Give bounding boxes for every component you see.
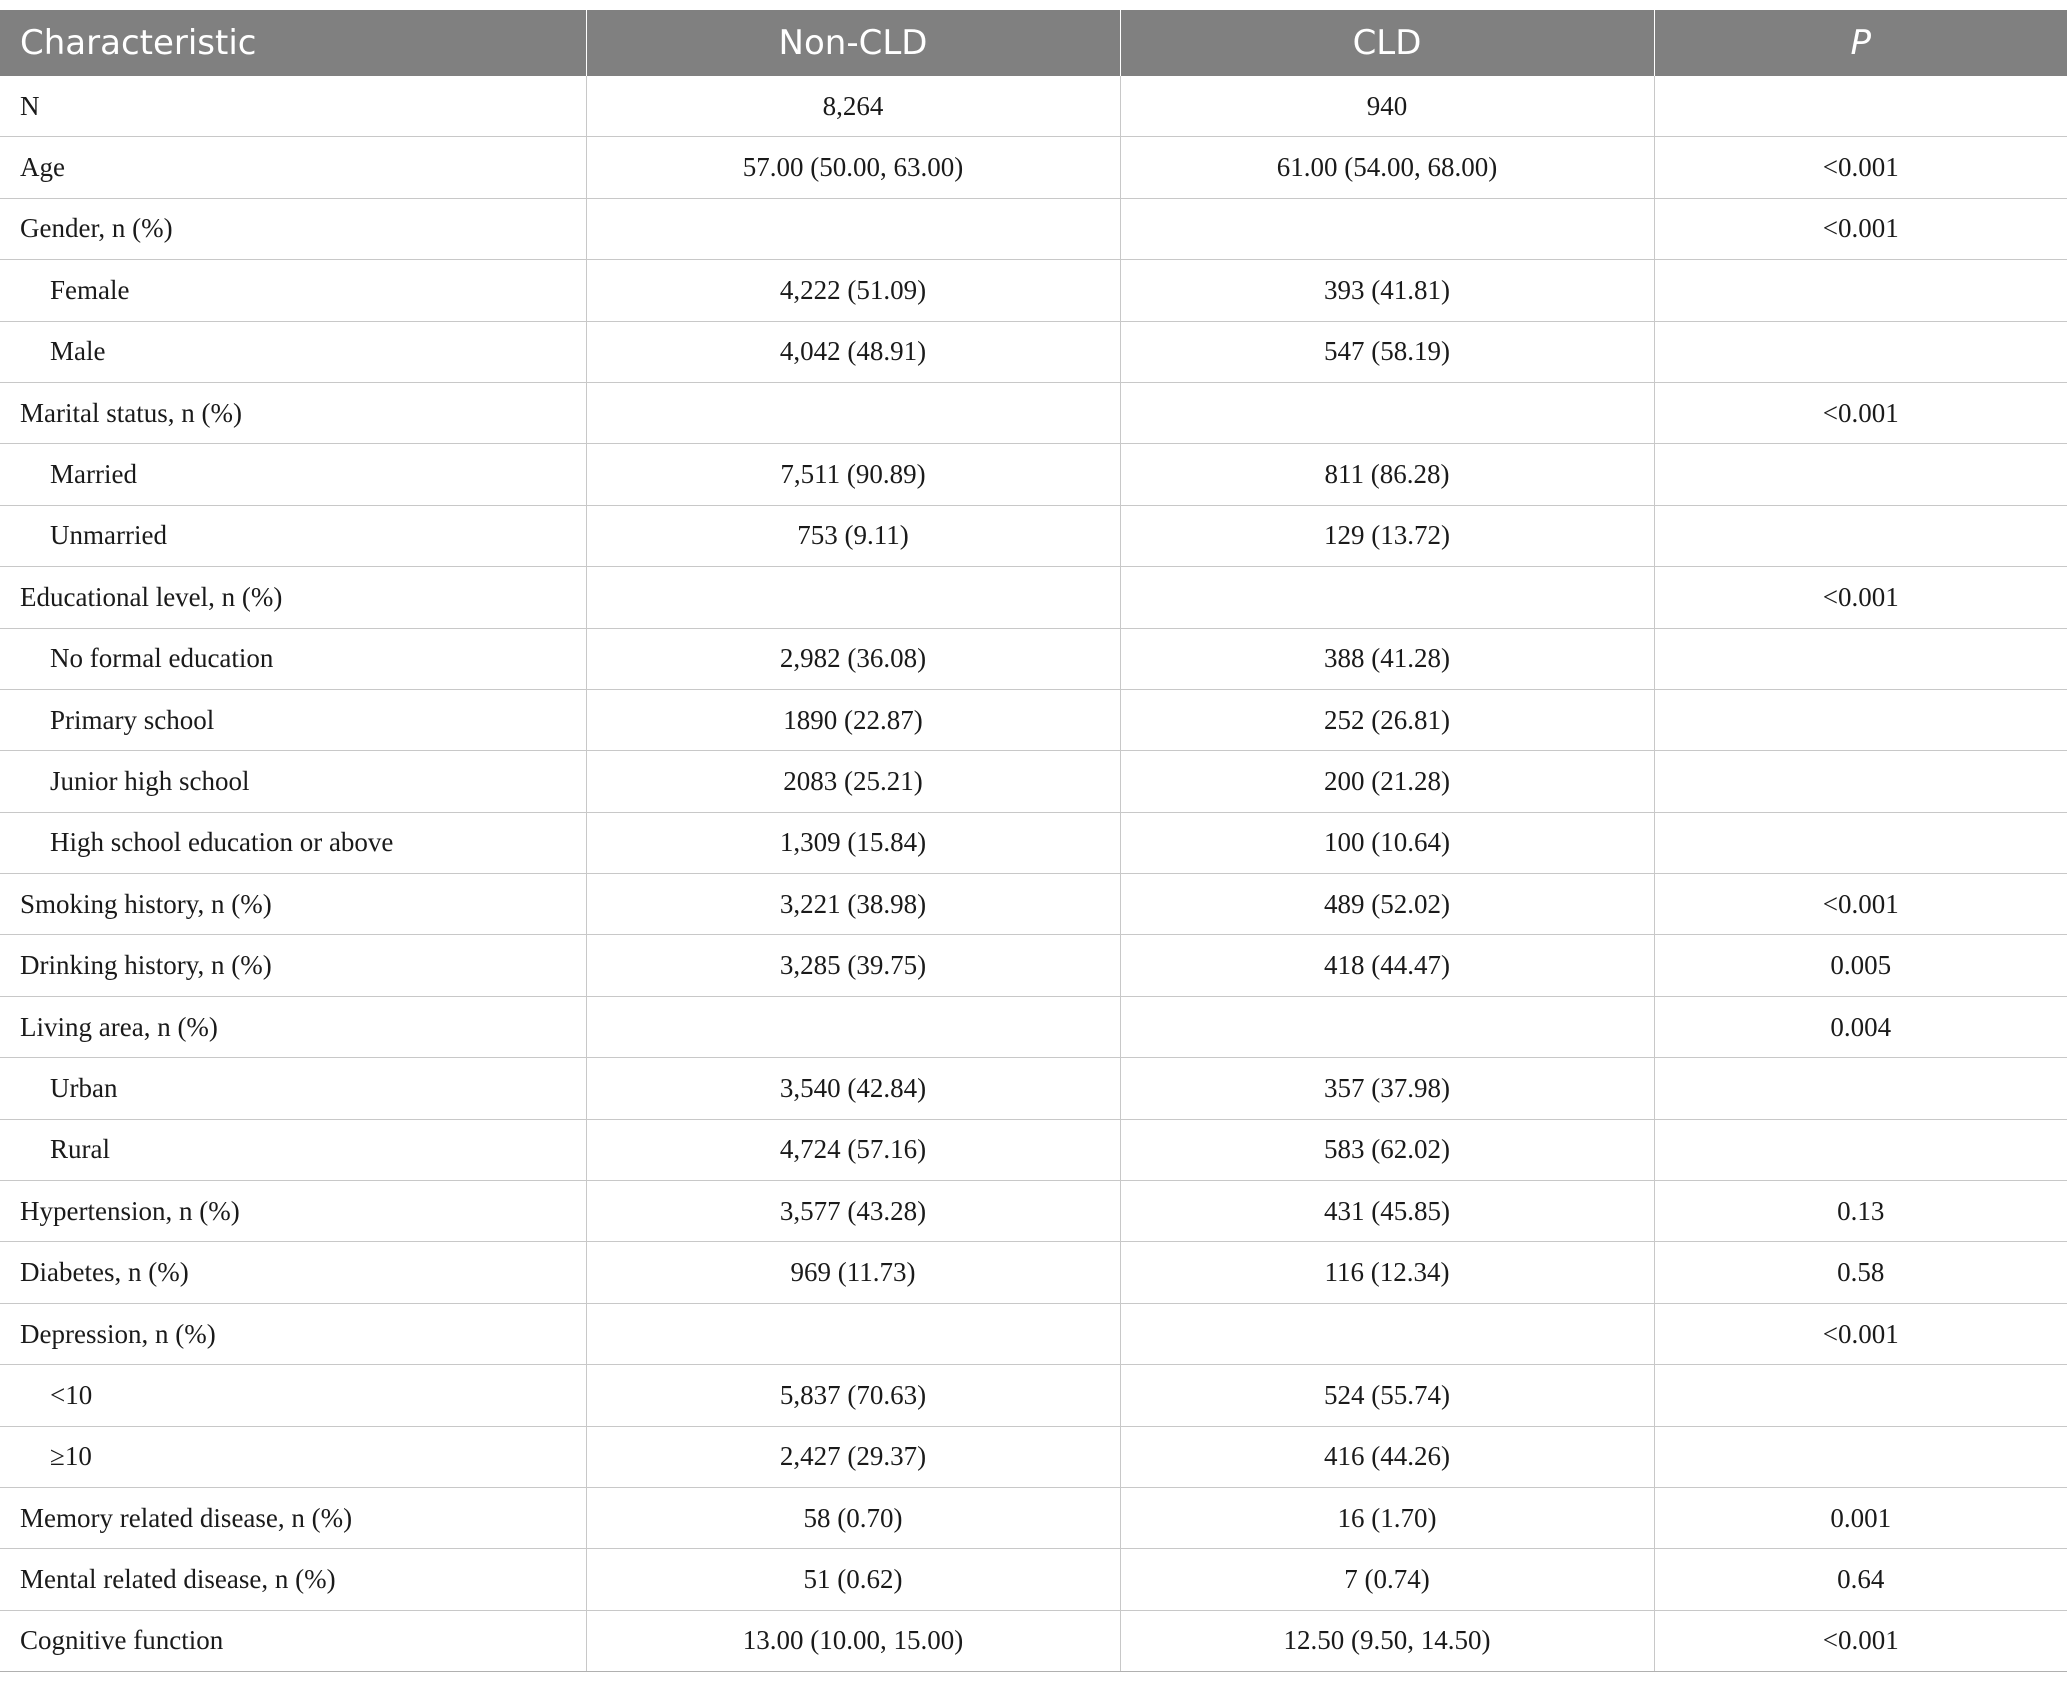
table-row	[0, 1610, 2067, 1671]
row-label: No formal education	[0, 628, 586, 689]
table-row	[0, 1365, 2067, 1426]
p-value	[1654, 505, 2067, 566]
p-value: <0.001	[1654, 137, 2067, 198]
row-label: Female	[0, 260, 586, 321]
row-label: Marital status, n (%)	[0, 382, 586, 443]
non-cld-value: 8,264	[586, 76, 1120, 137]
table-row	[0, 505, 2067, 566]
cld-value: 393 (41.81)	[1120, 260, 1654, 321]
row-label: Married	[0, 444, 586, 505]
table-row	[0, 1242, 2067, 1303]
row-label: Living area, n (%)	[0, 996, 586, 1057]
table-body	[0, 76, 2067, 1672]
p-value	[1654, 260, 2067, 321]
row-label: Educational level, n (%)	[0, 567, 586, 628]
cld-value: 416 (44.26)	[1120, 1426, 1654, 1487]
table-row	[0, 1549, 2067, 1610]
non-cld-value: 58 (0.70)	[586, 1487, 1120, 1548]
cld-value: 940	[1120, 76, 1654, 137]
p-value: 0.58	[1654, 1242, 2067, 1303]
non-cld-value: 1,309 (15.84)	[586, 812, 1120, 873]
non-cld-value: 3,577 (43.28)	[586, 1181, 1120, 1242]
non-cld-value	[586, 198, 1120, 259]
non-cld-value: 57.00 (50.00, 63.00)	[586, 137, 1120, 198]
table-row	[0, 198, 2067, 259]
cld-value: 431 (45.85)	[1120, 1181, 1654, 1242]
p-value: <0.001	[1654, 567, 2067, 628]
cld-value: 811 (86.28)	[1120, 444, 1654, 505]
row-label: Urban	[0, 1058, 586, 1119]
table-row	[0, 137, 2067, 198]
table-row	[0, 628, 2067, 689]
row-label: Memory related disease, n (%)	[0, 1487, 586, 1548]
non-cld-value: 51 (0.62)	[586, 1549, 1120, 1610]
cld-value	[1120, 1303, 1654, 1364]
non-cld-value: 4,724 (57.16)	[586, 1119, 1120, 1180]
non-cld-value: 4,222 (51.09)	[586, 260, 1120, 321]
non-cld-value	[586, 382, 1120, 443]
non-cld-value: 4,042 (48.91)	[586, 321, 1120, 382]
cld-value: 100 (10.64)	[1120, 812, 1654, 873]
row-label: N	[0, 76, 586, 137]
non-cld-value: 5,837 (70.63)	[586, 1365, 1120, 1426]
non-cld-value	[586, 1303, 1120, 1364]
cld-value: 116 (12.34)	[1120, 1242, 1654, 1303]
table-row	[0, 321, 2067, 382]
cld-value	[1120, 382, 1654, 443]
row-label: Diabetes, n (%)	[0, 1242, 586, 1303]
row-label: High school education or above	[0, 812, 586, 873]
row-label: Junior high school	[0, 751, 586, 812]
p-value: <0.001	[1654, 1303, 2067, 1364]
row-label: Mental related disease, n (%)	[0, 1549, 586, 1610]
row-label: Depression, n (%)	[0, 1303, 586, 1364]
cld-value: 418 (44.47)	[1120, 935, 1654, 996]
p-value: <0.001	[1654, 198, 2067, 259]
cld-value: 7 (0.74)	[1120, 1549, 1654, 1610]
p-value: <0.001	[1654, 382, 2067, 443]
table-row	[0, 76, 2067, 137]
p-value	[1654, 751, 2067, 812]
row-label: Gender, n (%)	[0, 198, 586, 259]
p-value: 0.13	[1654, 1181, 2067, 1242]
cld-value: 252 (26.81)	[1120, 689, 1654, 750]
cld-value: 489 (52.02)	[1120, 874, 1654, 935]
non-cld-value: 3,285 (39.75)	[586, 935, 1120, 996]
table-row	[0, 874, 2067, 935]
row-label: Unmarried	[0, 505, 586, 566]
header-characteristic: Characteristic	[0, 10, 586, 76]
row-label: Drinking history, n (%)	[0, 935, 586, 996]
non-cld-value: 2083 (25.21)	[586, 751, 1120, 812]
header-non-cld: Non-CLD	[586, 10, 1120, 76]
p-value	[1654, 76, 2067, 137]
cld-value	[1120, 198, 1654, 259]
row-label: Hypertension, n (%)	[0, 1181, 586, 1242]
characteristics-table-container	[0, 10, 2067, 1672]
non-cld-value: 2,982 (36.08)	[586, 628, 1120, 689]
table-row	[0, 1303, 2067, 1364]
p-value: 0.001	[1654, 1487, 2067, 1548]
cld-value: 388 (41.28)	[1120, 628, 1654, 689]
row-label: ≥10	[0, 1426, 586, 1487]
p-value	[1654, 444, 2067, 505]
table-row	[0, 1487, 2067, 1548]
row-label: Age	[0, 137, 586, 198]
cld-value: 61.00 (54.00, 68.00)	[1120, 137, 1654, 198]
non-cld-value: 2,427 (29.37)	[586, 1426, 1120, 1487]
p-value	[1654, 1426, 2067, 1487]
cld-value: 12.50 (9.50, 14.50)	[1120, 1610, 1654, 1671]
table-header	[0, 10, 2067, 76]
cld-value: 357 (37.98)	[1120, 1058, 1654, 1119]
table-row	[0, 1058, 2067, 1119]
row-label: Cognitive function	[0, 1610, 586, 1671]
cld-value: 524 (55.74)	[1120, 1365, 1654, 1426]
row-label: Rural	[0, 1119, 586, 1180]
p-value	[1654, 628, 2067, 689]
p-value	[1654, 1365, 2067, 1426]
cld-value: 16 (1.70)	[1120, 1487, 1654, 1548]
cld-value	[1120, 567, 1654, 628]
non-cld-value	[586, 567, 1120, 628]
table-row	[0, 1181, 2067, 1242]
non-cld-value: 3,221 (38.98)	[586, 874, 1120, 935]
table-row	[0, 1119, 2067, 1180]
row-label: Primary school	[0, 689, 586, 750]
table-row	[0, 751, 2067, 812]
non-cld-value: 753 (9.11)	[586, 505, 1120, 566]
cld-value: 129 (13.72)	[1120, 505, 1654, 566]
cld-value: 583 (62.02)	[1120, 1119, 1654, 1180]
non-cld-value: 1890 (22.87)	[586, 689, 1120, 750]
table-row	[0, 812, 2067, 873]
table-row	[0, 935, 2067, 996]
table-row	[0, 567, 2067, 628]
row-label: Male	[0, 321, 586, 382]
p-value: 0.64	[1654, 1549, 2067, 1610]
p-value	[1654, 1119, 2067, 1180]
p-value: <0.001	[1654, 1610, 2067, 1671]
p-value	[1654, 689, 2067, 750]
cld-value: 200 (21.28)	[1120, 751, 1654, 812]
p-value	[1654, 812, 2067, 873]
header-cld: CLD	[1120, 10, 1654, 76]
header-row	[0, 10, 2067, 76]
table-row	[0, 689, 2067, 750]
non-cld-value: 969 (11.73)	[586, 1242, 1120, 1303]
table-row	[0, 1426, 2067, 1487]
row-label: Smoking history, n (%)	[0, 874, 586, 935]
non-cld-value	[586, 996, 1120, 1057]
cld-value: 547 (58.19)	[1120, 321, 1654, 382]
p-value	[1654, 1058, 2067, 1119]
table-row	[0, 260, 2067, 321]
non-cld-value: 13.00 (10.00, 15.00)	[586, 1610, 1120, 1671]
p-value: 0.004	[1654, 996, 2067, 1057]
non-cld-value: 7,511 (90.89)	[586, 444, 1120, 505]
p-value: 0.005	[1654, 935, 2067, 996]
non-cld-value: 3,540 (42.84)	[586, 1058, 1120, 1119]
cld-value	[1120, 996, 1654, 1057]
p-value	[1654, 321, 2067, 382]
table-row	[0, 444, 2067, 505]
table-row	[0, 996, 2067, 1057]
table-row	[0, 382, 2067, 443]
row-label: <10	[0, 1365, 586, 1426]
header-p-value: P	[1654, 10, 2067, 76]
characteristics-table	[0, 10, 2067, 1672]
p-value: <0.001	[1654, 874, 2067, 935]
